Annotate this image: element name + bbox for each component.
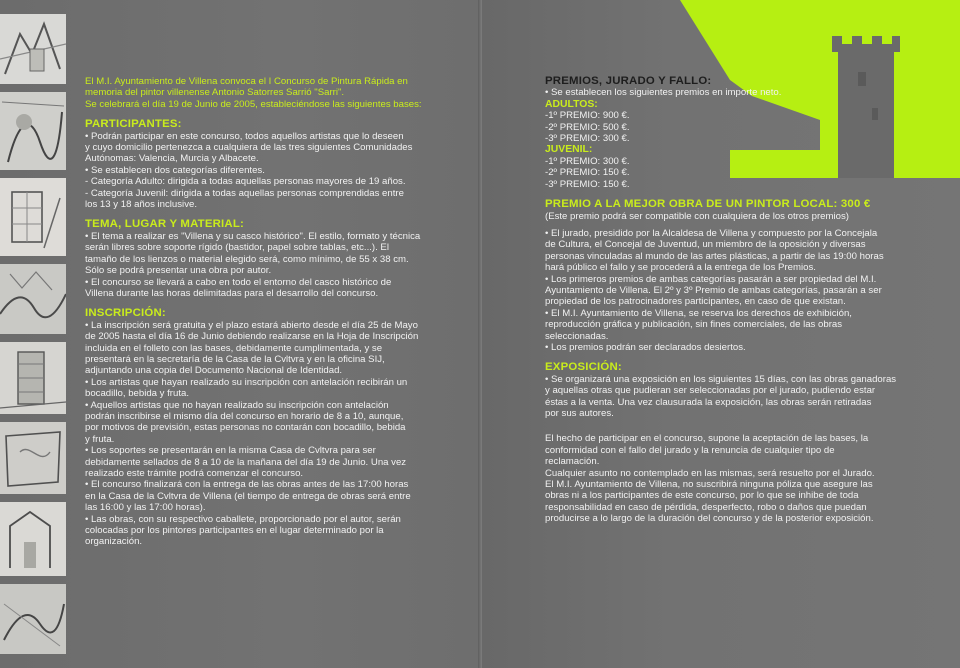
body-line: organización. xyxy=(85,536,143,548)
body-line: Ayuntamiento de Villena. El 2º y 3º Premio de ambas categorías, pasarán a ser xyxy=(545,284,882,296)
body-line: • El M.I. Ayuntamiento de Villena, se reserva los derechos de exhibición, xyxy=(545,307,852,319)
sketch-thumbnail xyxy=(0,502,66,576)
body-line: Sólo se podrá presentar una obra por autor. xyxy=(85,265,272,277)
body-line: y fruta. xyxy=(85,433,115,445)
body-line: Villena durante las horas delimitadas para el desarrollo del concurso. xyxy=(85,287,379,299)
body-line: podrán inscribirse el mismo día del concurso en horario de 8 a 10, aunque, xyxy=(85,410,404,422)
body-line: de Cultura, el Concejal de Juventud, un miembro de la oposición y diversas xyxy=(545,239,866,251)
sketch-thumbnail xyxy=(0,422,66,494)
body-line: • Las obras, con su respectivo caballete, proporcionado por el autor, serán xyxy=(85,513,401,525)
body-line: producirse a lo largo de la duración del concurso y de la posterior exposición. xyxy=(545,513,874,525)
body-line: tamaño de los lienzos o material elegido será, como mínimo, de 55 x 38 cm. xyxy=(85,253,409,265)
heading-exposicion: EXPOSICIÓN: xyxy=(545,361,622,374)
body-line: los 13 y 18 años inclusive. xyxy=(85,199,197,211)
right-page-text xyxy=(545,76,920,525)
body-line: conformidad con el fallo del jurado y la renuncia de cualquier tipo de xyxy=(545,444,835,456)
sketch-thumbnail xyxy=(0,178,66,256)
intro-line: memoria del pintor villenense Antonio Satorres Sarrió "Sarri". xyxy=(85,87,345,99)
body-line: • El jurado, presidido por la Alcaldesa de Villena y compuesto por la Concejala xyxy=(545,227,878,239)
body-line: Cualquier asunto no contemplado en las mismas, será resuelto por el Jurado. xyxy=(545,467,875,479)
body-line: por sus autores. xyxy=(545,407,614,419)
body-line: por motivos de previsión, estas personas no contarán con bocadillo, bebida xyxy=(85,422,406,434)
body-line: • El tema a realizar es "Villena y su casco histórico". El estilo, formato y técnica xyxy=(85,230,421,242)
prize-line: -2º PREMIO: 150 €. xyxy=(545,167,630,179)
sketch-thumbnail xyxy=(0,14,66,84)
body-line: personas vinculadas al mundo de las artes plásticas, a partir de las 19:00 horas xyxy=(545,250,884,262)
sketch-thumbnail xyxy=(0,342,66,414)
intro-text xyxy=(85,76,463,110)
body-line: hará público el fallo y se procederá a la entrega de los Premios. xyxy=(545,262,816,274)
body-line: debidamente sellados de 8 a 10 de la mañana del día 19 de Junio. Una vez xyxy=(85,456,407,468)
sketch-thumbnail xyxy=(0,264,66,334)
body-line: incluida en el folleto con las bases, debidamente cumplimentada, y se xyxy=(85,342,383,354)
body-line: • Los soportes se presentarán en la misma Casa de Cvltvra para ser xyxy=(85,445,376,457)
prize-line: -1º PREMIO: 300 €. xyxy=(545,155,630,167)
body-line: • Los primeros premios de ambas categorías pasarán a ser propiedad del M.I. xyxy=(545,273,877,285)
body-line: obras ni a los participantes de este concurso, por lo que se inhibe de toda xyxy=(545,490,859,502)
body-line: - Categoría Juvenil: dirigida a todas aquellas personas comprendidas entre xyxy=(85,187,404,199)
heading-tema-lugar-material: TEMA, LUGAR Y MATERIAL: xyxy=(85,218,245,231)
body-line: • Los premios podrán ser declarados desiertos. xyxy=(545,341,746,353)
body-line: reproducción gráfica y publicación, sin fines comerciales, de las obras xyxy=(545,319,843,331)
heading-premio-local: PREMIO A LA MEJOR OBRA DE UN PINTOR LOCAL: 300 € xyxy=(545,198,871,211)
body-line: • Aquellos artistas que no hayan realizado su inscripción con antelación xyxy=(85,399,389,411)
body-line: seleccionadas. xyxy=(545,330,609,342)
body-line: • Podrán participar en este concurso, todos aquellos artistas que lo deseen xyxy=(85,130,404,142)
section-tema xyxy=(85,231,463,299)
body-line: El hecho de participar en el concurso, supone la aceptación de las bases, la xyxy=(545,433,869,445)
body-line: • La inscripción será gratuita y el plazo estará abierto desde el día 25 de Mayo xyxy=(85,319,418,331)
body-line: - Categoría Adulto: dirigida a todas aquellas personas mayores de 19 años. xyxy=(85,176,406,188)
body-line: bocadillo, bebida y fruta. xyxy=(85,388,189,400)
body-line: en la Casa de la Cvltvra de Villena (el tiempo de entrega de obras será entre xyxy=(85,490,411,502)
body-line: de 2005 hasta el día 16 de Junio debiendo realizarse en la Hoja de Inscripción xyxy=(85,331,419,343)
body-line: adjuntando una copia del Documento Nacional de Identidad. xyxy=(85,365,343,377)
body-line: • Se establecen los siguientes premios en importe neto. xyxy=(545,87,782,99)
body-line: • El concurso finalizará con la entrega de las obras antes de las 17:00 horas xyxy=(85,479,409,491)
body-line: • Se organizará una exposición en los siguientes 15 días, con las obras ganadoras xyxy=(545,373,897,385)
body-line: reclamación. xyxy=(545,456,600,468)
heading-premios-jurado-fallo: PREMIOS, JURADO Y FALLO: xyxy=(545,75,712,87)
body-line: realizado este trámite podrá comenzar el concurso. xyxy=(85,468,304,479)
sketch-thumbnail xyxy=(0,584,66,654)
prize-line: -1º PREMIO: 900 €. xyxy=(545,110,630,122)
body-line: serán libres sobre soporte rígido (bastidor, papel sobre tablas, etc...). El xyxy=(85,242,389,254)
section-exposicion xyxy=(545,374,920,420)
section-inscripcion xyxy=(85,320,463,548)
intro-line: El M.I. Ayuntamiento de Villena convoca el I Concurso de Pintura Rápida en xyxy=(85,76,408,87)
left-page-text xyxy=(85,76,463,548)
prize-line: -3º PREMIO: 300 €. xyxy=(545,133,630,145)
prize-line: -2º PREMIO: 500 €. xyxy=(545,121,630,133)
body-line: presentará en la secretaría de la Casa de la Cvltvra y en la oficina SIJ, xyxy=(85,353,385,365)
body-line: • El concurso se llevará a cabo en todo el entorno del casco histórico de xyxy=(85,276,392,288)
section-premio-local xyxy=(545,211,920,353)
heading-inscripcion: INSCRIPCIÓN: xyxy=(85,307,166,320)
body-line: Autónomas: Valencia, Murcia y Albacete. xyxy=(85,153,259,165)
body-line: • Se establecen dos categorías diferentes. xyxy=(85,164,265,176)
body-line: las 16:00 y las 17:00 horas). xyxy=(85,502,206,514)
body-line: y cuyo domicilio pertenezca a cualquiera de las tres siguientes Comunidades xyxy=(85,142,413,154)
body-line: El M.I. Ayuntamiento de Villena, no suscribirá ninguna póliza que asegure las xyxy=(545,479,873,490)
body-line: responsabilidad en caso de pérdida, desperfecto, robo o daños que puedan xyxy=(545,501,867,513)
intro-line: Se celebrará el día 19 de Junio de 2005, estableciéndose las siguientes bases: xyxy=(85,98,422,110)
sketch-thumbnail xyxy=(0,92,66,170)
section-participantes xyxy=(85,131,463,211)
body-line: • Los artistas que hayan realizado su inscripción con antelación recibirán un xyxy=(85,376,408,388)
body-line: (Este premio podrá ser compatible con cualquiera de los otros premios) xyxy=(545,211,849,223)
subheading-juvenil: JUVENIL: xyxy=(545,144,593,156)
body-line: propiedad de los patrocinadores participantes, en caso de que existan. xyxy=(545,296,846,308)
prize-line: -3º PREMIO: 150 €. xyxy=(545,178,630,190)
body-line: éstas a la venta. Una vez clausurada la exposición, las obras serán retiradas xyxy=(545,396,872,408)
body-line: y aquellas otras que pudieran ser seleccionadas por el jurado, pudiendo estar xyxy=(545,385,876,397)
subheading-adultos: ADULTOS: xyxy=(545,98,598,110)
body-line: colocadas por los pintores participantes en el lugar determinado por la xyxy=(85,525,384,537)
heading-participantes: PARTICIPANTES: xyxy=(85,118,182,131)
closing-text xyxy=(545,433,920,524)
sketch-photo-strip xyxy=(0,0,66,668)
